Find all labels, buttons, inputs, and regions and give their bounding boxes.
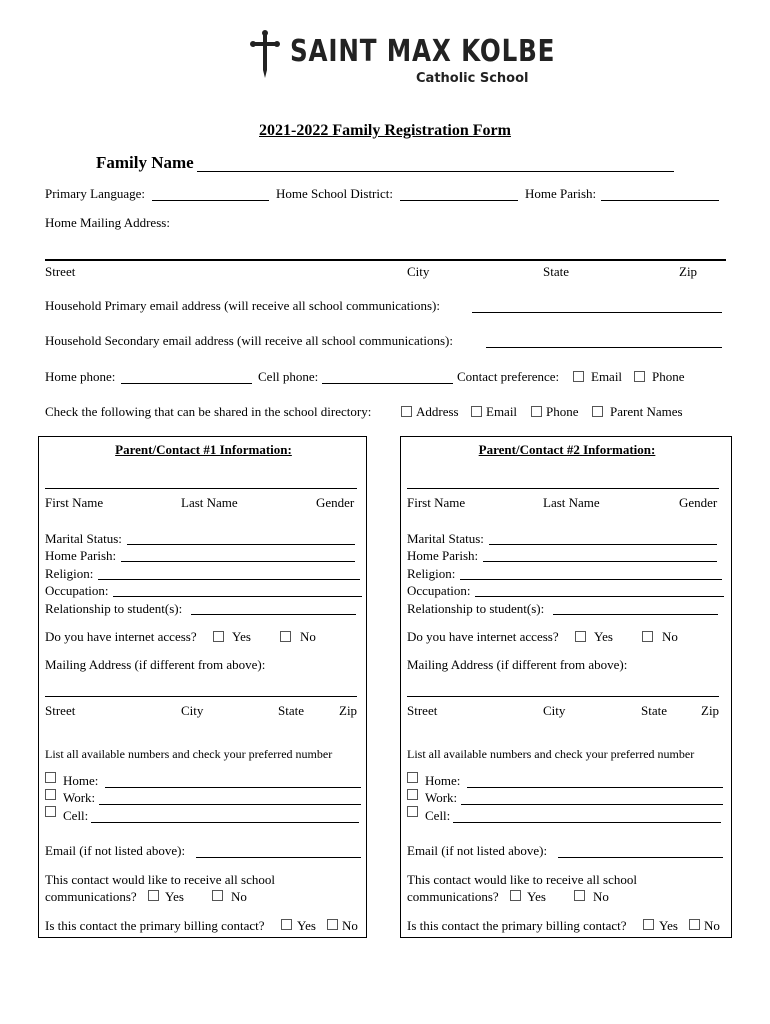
- numbers-instruction: List all available numbers and check your preferred number: [45, 747, 333, 761]
- religion-field[interactable]: [460, 579, 722, 580]
- first-name-label: First Name: [45, 495, 104, 510]
- mailing-address-label: Mailing Address (if different from above):: [45, 657, 266, 672]
- last-name-label: Last Name: [543, 495, 600, 510]
- home-number-checkbox[interactable]: [45, 772, 56, 783]
- cell-phone-label: Cell phone:: [258, 369, 319, 384]
- internet-yes-checkbox[interactable]: [213, 631, 224, 642]
- email-label: Email (if not listed above):: [45, 843, 186, 858]
- occupation-field[interactable]: [113, 596, 362, 597]
- directory-phone-label: Phone: [546, 404, 579, 419]
- receive-no-checkbox[interactable]: [574, 890, 585, 901]
- receive-yes-checkbox[interactable]: [510, 890, 521, 901]
- secondary-email-label: Household Secondary email address (will receive all school communications):: [45, 333, 453, 348]
- receive-communications-label-2: communications?: [45, 889, 137, 904]
- billing-no-checkbox[interactable]: [327, 919, 338, 930]
- billing-contact-label: Is this contact the primary billing contact?: [407, 918, 627, 933]
- directory-email-label: Email: [486, 404, 518, 419]
- cell-number-checkbox[interactable]: [407, 806, 418, 817]
- contact-2-title: Parent/Contact #2 Information:: [478, 442, 656, 457]
- street-label: Street: [407, 703, 438, 718]
- work-number-field[interactable]: [99, 804, 361, 805]
- occupation-label: Occupation:: [45, 583, 109, 598]
- internet-access-label: Do you have internet access?: [45, 629, 197, 644]
- marital-status-field[interactable]: [489, 544, 717, 545]
- last-name-label: Last Name: [181, 495, 238, 510]
- contact-2-name-field[interactable]: [407, 488, 719, 489]
- home-parish-label: Home Parish:: [407, 548, 479, 563]
- receive-yes-label: Yes: [165, 889, 184, 904]
- marital-status-label: Marital Status:: [45, 531, 122, 546]
- directory-parent-names-label: Parent Names: [610, 404, 683, 419]
- home-parish-label: Home Parish:: [525, 186, 597, 201]
- contact-1-panel: [38, 436, 367, 938]
- home-school-district-label: Home School District:: [276, 186, 393, 201]
- billing-contact-label: Is this contact the primary billing contact?: [45, 918, 265, 933]
- internet-no-label: No: [300, 629, 316, 644]
- directory-label: Check the following that can be shared in the school directory:: [45, 404, 372, 419]
- work-number-field[interactable]: [461, 804, 723, 805]
- billing-yes-label: Yes: [659, 918, 678, 933]
- relationship-label: Relationship to student(s):: [45, 601, 183, 616]
- internet-yes-label: Yes: [232, 629, 251, 644]
- work-number-label: Work:: [425, 790, 458, 805]
- contact-pref-email-label: Email: [591, 369, 623, 384]
- city-label: City: [407, 264, 430, 279]
- home-mailing-address-field[interactable]: [45, 259, 726, 261]
- cell-number-field[interactable]: [453, 822, 721, 823]
- street-label: Street: [45, 264, 76, 279]
- internet-yes-label: Yes: [594, 629, 613, 644]
- directory-address-checkbox[interactable]: [401, 406, 412, 417]
- contact-pref-phone-checkbox[interactable]: [634, 371, 645, 382]
- state-label: State: [543, 264, 569, 279]
- work-number-checkbox[interactable]: [407, 789, 418, 800]
- home-phone-field[interactable]: [121, 383, 252, 384]
- cell-number-label: Cell:: [63, 808, 89, 823]
- home-school-district-field[interactable]: [400, 200, 518, 201]
- email-label: Email (if not listed above):: [407, 843, 548, 858]
- religion-field[interactable]: [98, 579, 360, 580]
- directory-phone-checkbox[interactable]: [531, 406, 542, 417]
- internet-access-label: Do you have internet access?: [407, 629, 559, 644]
- contact-pref-phone-label: Phone: [652, 369, 685, 384]
- home-number-checkbox[interactable]: [407, 772, 418, 783]
- city-label: City: [543, 703, 566, 718]
- occupation-field[interactable]: [475, 596, 724, 597]
- home-number-label: Home:: [425, 773, 461, 788]
- numbers-instruction: List all available numbers and check your preferred number: [407, 747, 695, 761]
- receive-yes-checkbox[interactable]: [148, 890, 159, 901]
- gender-label: Gender: [679, 495, 718, 510]
- home-parish-field[interactable]: [483, 561, 717, 562]
- relationship-label: Relationship to student(s):: [407, 601, 545, 616]
- internet-no-label: No: [662, 629, 678, 644]
- mailing-address-field[interactable]: [45, 696, 357, 697]
- occupation-label: Occupation:: [407, 583, 471, 598]
- form-title: 2021-2022 Family Registration Form: [259, 122, 511, 139]
- contact-1-title: Parent/Contact #1 Information:: [115, 442, 292, 457]
- religion-label: Religion:: [407, 566, 456, 581]
- email-field[interactable]: [196, 857, 361, 858]
- street-label: Street: [45, 703, 76, 718]
- primary-language-label: Primary Language:: [45, 186, 145, 201]
- receive-communications-label: This contact would like to receive all school: [407, 872, 637, 887]
- cell-number-label: Cell:: [425, 808, 451, 823]
- billing-yes-checkbox[interactable]: [643, 919, 654, 930]
- state-label: State: [641, 703, 667, 718]
- home-phone-label: Home phone:: [45, 369, 116, 384]
- city-label: City: [181, 703, 204, 718]
- receive-no-label: No: [231, 889, 247, 904]
- mailing-address-field[interactable]: [407, 696, 719, 697]
- directory-email-checkbox[interactable]: [471, 406, 482, 417]
- primary-email-label: Household Primary email address (will receive all school communications):: [45, 298, 440, 313]
- home-number-field[interactable]: [467, 787, 723, 788]
- internet-no-checkbox[interactable]: [280, 631, 291, 642]
- cross-icon: [248, 30, 282, 80]
- cell-number-checkbox[interactable]: [45, 806, 56, 817]
- zip-label: Zip: [701, 703, 720, 718]
- marital-status-label: Marital Status:: [407, 531, 484, 546]
- receive-no-label: No: [593, 889, 609, 904]
- home-mailing-address-label: Home Mailing Address:: [45, 215, 170, 230]
- primary-language-field[interactable]: [152, 200, 269, 201]
- contact-pref-email-checkbox[interactable]: [573, 371, 584, 382]
- religion-label: Religion:: [45, 566, 94, 581]
- receive-yes-label: Yes: [527, 889, 546, 904]
- contact-preference-label: Contact preference:: [457, 369, 560, 384]
- zip-label: Zip: [679, 264, 698, 279]
- contact-1-name-field[interactable]: [45, 488, 357, 489]
- zip-label: Zip: [339, 703, 358, 718]
- family-name-field[interactable]: [197, 171, 674, 172]
- family-name-label: Family Name: [96, 153, 194, 172]
- receive-no-checkbox[interactable]: [212, 890, 223, 901]
- home-parish-field[interactable]: [601, 200, 719, 201]
- billing-no-checkbox[interactable]: [689, 919, 700, 930]
- state-label: State: [278, 703, 304, 718]
- email-field[interactable]: [558, 857, 723, 858]
- receive-communications-label: This contact would like to receive all school: [45, 872, 275, 887]
- cell-number-field[interactable]: [91, 822, 359, 823]
- billing-yes-label: Yes: [297, 918, 316, 933]
- gender-label: Gender: [316, 495, 355, 510]
- secondary-email-field[interactable]: [486, 347, 722, 348]
- home-parish-label: Home Parish:: [45, 548, 117, 563]
- directory-address-label: Address: [416, 404, 459, 419]
- home-parish-field[interactable]: [121, 561, 355, 562]
- cell-phone-field[interactable]: [322, 383, 453, 384]
- billing-no-label: No: [342, 918, 358, 933]
- billing-yes-checkbox[interactable]: [281, 919, 292, 930]
- home-number-field[interactable]: [105, 787, 361, 788]
- contact-2-panel: [400, 436, 732, 938]
- internet-no-checkbox[interactable]: [642, 631, 653, 642]
- mailing-address-label: Mailing Address (if different from above):: [407, 657, 628, 672]
- internet-yes-checkbox[interactable]: [575, 631, 586, 642]
- relationship-field[interactable]: [191, 614, 356, 615]
- receive-communications-label-2: communications?: [407, 889, 499, 904]
- first-name-label: First Name: [407, 495, 466, 510]
- marital-status-field[interactable]: [127, 544, 355, 545]
- billing-no-label: No: [704, 918, 720, 933]
- home-number-label: Home:: [63, 773, 99, 788]
- work-number-checkbox[interactable]: [45, 789, 56, 800]
- work-number-label: Work:: [63, 790, 96, 805]
- directory-parent-names-checkbox[interactable]: [592, 406, 603, 417]
- school-name: SAINT MAX KOLBE: [290, 34, 556, 69]
- primary-email-field[interactable]: [472, 312, 722, 313]
- relationship-field[interactable]: [553, 614, 718, 615]
- school-subtitle: Catholic School: [416, 71, 529, 86]
